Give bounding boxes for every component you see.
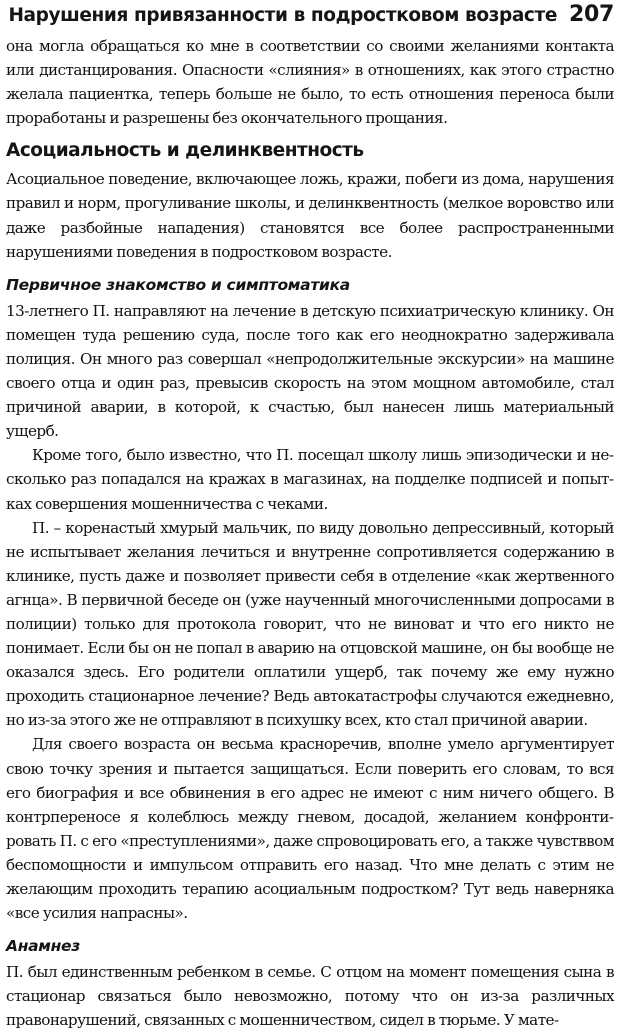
section-heading: Асоциальность и делинквентность	[6, 140, 364, 162]
running-title: Нарушения привязанности в подростковом возрасте	[8, 5, 557, 26]
subheading-first-contact: Первичное знакомство и симптоматика	[6, 275, 350, 294]
body-paragraph: Кроме того, было известно, что П. посещал школу лишь эпизодически и несколько раз попадался на кражах в магазинах, на подделке подписей и попытках совершения мошенничества с чеками.	[6, 446, 614, 513]
body-paragraph: Для своего возраста он весьма красноречив, вполне умело аргументирует свою точку зрения и пытается защищаться. Если поверить его словам, то вся его биография и все обвинения в его адрес не имеют с ним ничего общего. В контрпереносе я колеблюсь между гневом, досадой, желанием конфронтировать П. с его «преступлениями», даже спровоцировать его, а также чувстввом беспомощности и импульсом отправить его назад. Что мне делать с этим не желающим проходить терапию асоциальным подростком? Тут ведь наверняка «все усилия напрасны».	[6, 735, 614, 923]
section-paragraph: Асоциальное поведение, включающее ложь, кражи, побеги из дома, нарушения правил и норм, прогуливание школы, и делинквентность (мелкое воровство или даже разбойные нападения) становятся все более распространенными нарушениями поведения в подростковом возрасте.	[6, 170, 614, 261]
running-header	[6, 2, 614, 34]
anamnesis-paragraph: П. был единственным ребенком в семье. С отцом на момент помещения сына в стационар связаться было невозможно, потому что он из-за различных правонарушений, связанных с мошенничеством, сидел в тюрьме. У мате-	[6, 963, 614, 1030]
intro-paragraph: она могла обращаться ко мне в соответствии со своими желаниями контакта или дистанцирования. Опасности «слияния» в отношениях, как этого страстно желала пациентка, теперь больше не было, то есть отношения переноса были проработаны и разрешены без окончательного прощания.	[6, 37, 614, 128]
body-paragraph: П. – коренастый хмурый мальчик, по виду довольно депрессивный, который не испытывает желания лечиться и внутренне сопротивляется содержанию в клинике, пусть даже и позволяет привести себя в отделение «как жертвенного агнца». В первичной беседе он (уже наученный многочисленными допросами в полиции) только для протокола говорит, что не виноват и что его никто не понимает. Если бы он не попал в аварию на отцовской машине, он бы вообще не оказался здесь. Его родители оплатили ущерб, так почему же ему нужно проходить стационарное лечение? Ведь автокатастрофы случаются ежедневно, но из-за этого же не отправляют в психушку всех, кто стал причиной аварии.	[6, 518, 614, 730]
body-paragraph: 13-летнего П. направляют на лечение в детскую психиатрическую клинику. Он помещен туда решению суда, после того как его неоднократно задерживала полиция. Он много раз совершал «непродолжительные экскурсии» на машине своего отца и один раз, превысив скорость на этом мощном автомобиле, стал причиной аварии, в которой, к счастью, был нанесен лишь материальный ущерб.	[6, 301, 614, 441]
page-number: 207	[568, 2, 614, 27]
subheading-anamnesis: Анамнез	[6, 937, 80, 956]
